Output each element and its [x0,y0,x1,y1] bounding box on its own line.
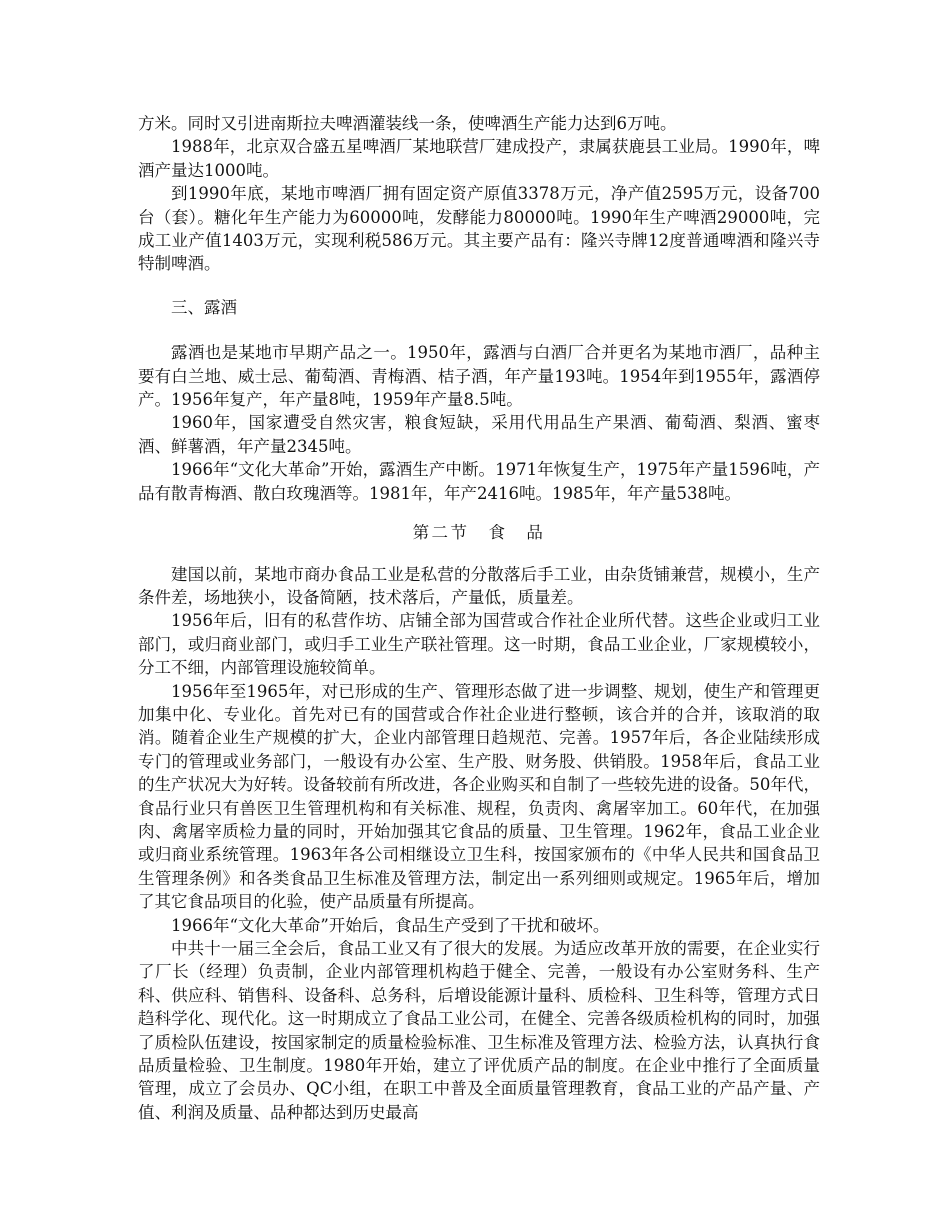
paragraph-lujiu-intro: 露酒也是某地市早期产品之一。1950年，露酒与白酒厂合并更名为某地市酒厂，品种主要有白兰地、威士忌、葡萄酒、青梅酒、桔子酒，年产量193吨。1954年到1955年，露酒停产。1956年复产，年产量8吨，1959年产量8.5吨。 [138,343,820,410]
paragraph-food-prefounding: 建国以前，某地市商办食品工业是私营的分散落后手工业，由杂货铺兼营，规模小，生产条件差，场地狭小，设备简陋，技术落后，产量低，质量差。 [138,564,820,607]
paragraph-lujiu-1960: 1960年，国家遭受自然灾害，粮食短缺，采用代用品生产果酒、葡萄酒、梨酒、蜜枣酒、鲜薯酒，年产量2345吨。 [138,413,820,456]
paragraph-food-1966: 1966年“文化大革命”开始后，食品生产受到了干扰和破坏。 [171,915,610,935]
paragraph-lujiu-1966: 1966年“文化大革命”开始，露酒生产中断。1971年恢复生产，1975年产量1596吨，产品有散青梅酒、散白玫瑰酒等。1981年，年产2416吨。1985年，年产量538吨。 [138,460,820,503]
paragraph-food-1956: 1956年后，旧有的私营作坊、店铺全部为国营或合作社企业所代替。这些企业或归工业部门，或归商业部门，或归手工业生产联社管理。这一时期，食品工业企业，厂家规模较小，分工不细，内部管理设施较简单。 [138,611,820,678]
paragraph-continuation: 方米。同时又引进南斯拉夫啤酒灌装线一条，使啤酒生产能力达到6万吨。 [138,114,677,133]
heading-lujiu: 三、露酒 [171,297,237,317]
paragraph-1990: 到1990年底，某地市啤酒厂拥有固定资产原值3378万元，净产值2595万元，设备700台（套）。糖化年生产能力为60000吨，发酵能力80000吨。1990年生产啤酒29000吨，完成工业产值1403万元，实现利税586万元。其主要产品有：隆兴寺牌12度普通啤酒和隆兴寺特制啤酒。 [138,184,820,274]
paragraph-food-reform: 中共十一届三全会后，食品工业又有了很大的发展。为适应改革开放的需要，在企业实行了厂长（经理）负责制，企业内部管理机构趋于健全、完善，一般设有办公室财务科、生产科、供应科、销售科、设备科、总务科，后增设能源计量科、质检科、卫生科等，管理方式日趋科学化、现代化。这一时期成立了食品工业公司，在健全、完善各级质检机构的同时，加强了质检队伍建设，按国家制定的质量检验标准、卫生标准及管理方法、检验方法，认真执行食品质量检验、卫生制度。1980年开始，建立了评优质产品的制度。在企业中推行了全面质量管理，成立了会员办、QC小组，在职工中普及全面质量管理教育，食品工业的产品产量、产值、利润及质量、品种都达到历史最高 [138,939,820,1122]
paragraph-food-1956-1965: 1956年至1965年，对已形成的生产、管理形态做了进一步调整、规划，使生产和管理更加集中化、专业化。首先对已有的国营或合作社企业进行整顿，该合并的合并，该取消的取消。随着企业生产规模的扩大，企业内部管理日趋规范、完善。1957年后，各企业陆续形成专门的管理或业务部门，一般设有办公室、生产股、财务股、供销股。1958年后，食品工业的生产状况大为好转。设备较前有所改进，各企业购买和自制了一些较先进的设备。50年代，食品行业只有兽医卫生管理机构和有关标准、规程，负责肉、禽屠宰加工。60年代，在加强肉、禽屠宰质检力量的同时，开始加强其它食品的质量、卫生管理。1962年，食品工业企业或归商业系统管理。1963年各公司相继设立卫生科，按国家颁布的《中华人民共和国食品卫生管理条例》和各类食品卫生标准及管理方法，制定出一系列细则或规定。1965年后，增加了其它食品项目的化验，使产品质量有所提高。 [138,681,820,912]
paragraph-1988: 1988年，北京双合盛五星啤酒厂某地联营厂建成投产，隶属获鹿县工业局。1990年，啤酒产量达1000吨。 [138,137,820,180]
section-title: 第二节 食 品 [412,523,546,543]
